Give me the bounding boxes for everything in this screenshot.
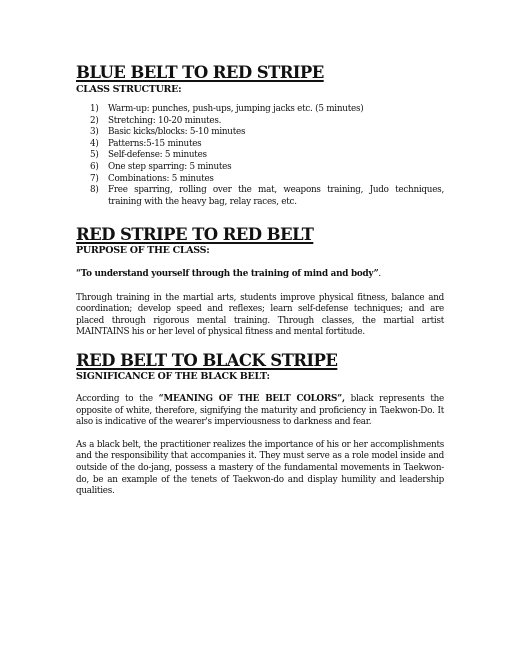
list-text: Patterns:5-15 minutes <box>108 138 202 149</box>
section-red-stripe <box>76 226 444 339</box>
list-item <box>90 162 444 174</box>
list-text: Warm-up: punches, push-ups, jumping jacks etc. (5 minutes) <box>108 104 364 114</box>
list-number: 6) <box>90 161 99 172</box>
belt-colors-reference: “MEANING OF THE BELT COLORS”, <box>158 394 345 404</box>
list-number: 5) <box>90 150 99 161</box>
section-title: BLUE BELT TO RED STRIPE <box>76 63 324 82</box>
section-title: RED BELT TO BLACK STRIPE <box>76 351 338 370</box>
list-item <box>90 150 444 162</box>
significance-paragraph <box>76 394 444 429</box>
class-structure-list <box>90 104 444 208</box>
list-text: Self-defense: 5 minutes <box>108 150 207 161</box>
section-blue-belt <box>76 64 444 96</box>
list-text: One step sparring: 5 minutes <box>108 161 232 172</box>
paragraph-rest: black represents the opposite of white, therefore, signifying the maturity and proficiency in Taekwon-Do. It also is indicative of the wearer's imperviousness to darkness and fear. <box>76 394 444 428</box>
list-number: 7) <box>90 173 99 184</box>
list-number: 1) <box>90 104 99 114</box>
list-text: Basic kicks/blocks: 5-10 minutes <box>108 127 246 138</box>
quote-end: . <box>378 269 381 279</box>
section-red-belt <box>76 352 444 498</box>
purpose-paragraph: Through training in the martial arts, students improve physical fitness, balance and coordination; develop speed and reflexes; learn self-defense techniques; and are placed through rigorous mental training. Through classes, the martial artist MAINTAINS his or her level of physical fitness and mental fortitude. <box>76 292 444 338</box>
paragraph-lead: According to the <box>76 394 159 404</box>
section-subtitle: PURPOSE OF THE CLASS: <box>76 245 210 256</box>
list-item <box>90 116 444 128</box>
section-subtitle: CLASS STRUCTURE: <box>76 84 182 95</box>
list-item <box>90 139 444 151</box>
list-text: Stretching: 10-20 minutes. <box>108 115 222 126</box>
list-number: 4) <box>90 138 99 149</box>
list-item <box>90 174 444 186</box>
purpose-quote <box>76 269 444 281</box>
list-item <box>90 104 444 116</box>
section-subtitle: SIGNIFICANCE OF THE BLACK BELT: <box>76 371 270 382</box>
quote-text: “To understand yourself through the training of mind and body” <box>76 269 379 279</box>
responsibility-paragraph: As a black belt, the practitioner realizes the importance of his or her accomplishments and the responsibility that accompanies it. They must serve as a role model inside and outside of the do-jang, possess a mastery of the fundamental movements in Taekwon-do, be an example of the tenets of Taekwon-do and display humility and leadership qualities. <box>76 439 444 497</box>
list-text: Free sparring, rolling over the mat, weapons training, Judo techniques, training with the heavy bag, relay races, etc. <box>108 185 444 207</box>
list-item <box>90 127 444 139</box>
list-number: 3) <box>90 127 99 138</box>
section-title: RED STRIPE TO RED BELT <box>76 225 314 244</box>
list-number: 8) <box>90 185 99 196</box>
list-number: 2) <box>90 115 99 126</box>
list-item <box>90 185 444 208</box>
list-text: Combinations: 5 minutes <box>108 173 214 184</box>
